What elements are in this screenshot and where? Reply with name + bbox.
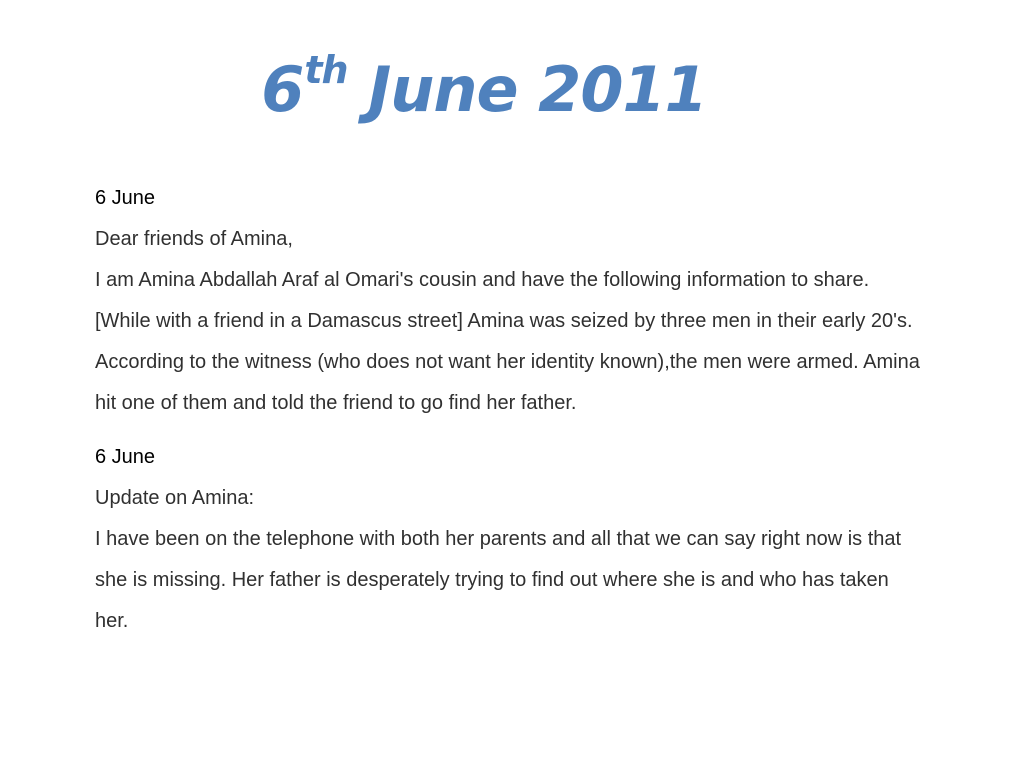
document-content [95, 178, 925, 655]
entry-body: I am Amina Abdallah Araf al Omari's cousin and have the following information to share. [While with a friend in a Damascus street] Amina was seized by three men in their early 20's. According to the witness (who does not want her identity known),the men were armed. Amina hit one of them and told the friend to go find her father. [95, 269, 920, 414]
entry-date: 6 June [95, 187, 156, 209]
title-month-year: June 2011 [368, 53, 707, 126]
title-day: 6 [261, 53, 304, 126]
entry-body: I have been on the telephone with both her parents and all that we can say right now is that she is missing. Her father is desperately trying to find out where she is and who has taken her. [95, 528, 902, 632]
entry-1 [95, 178, 925, 424]
entry-greeting: Dear friends of Amina, [95, 228, 293, 250]
page-title [0, 48, 968, 128]
title-ordinal: th [304, 48, 348, 93]
entry-greeting: Update on Amina: [95, 487, 254, 509]
entry-2 [95, 437, 925, 642]
entry-date: 6 June [95, 446, 156, 468]
